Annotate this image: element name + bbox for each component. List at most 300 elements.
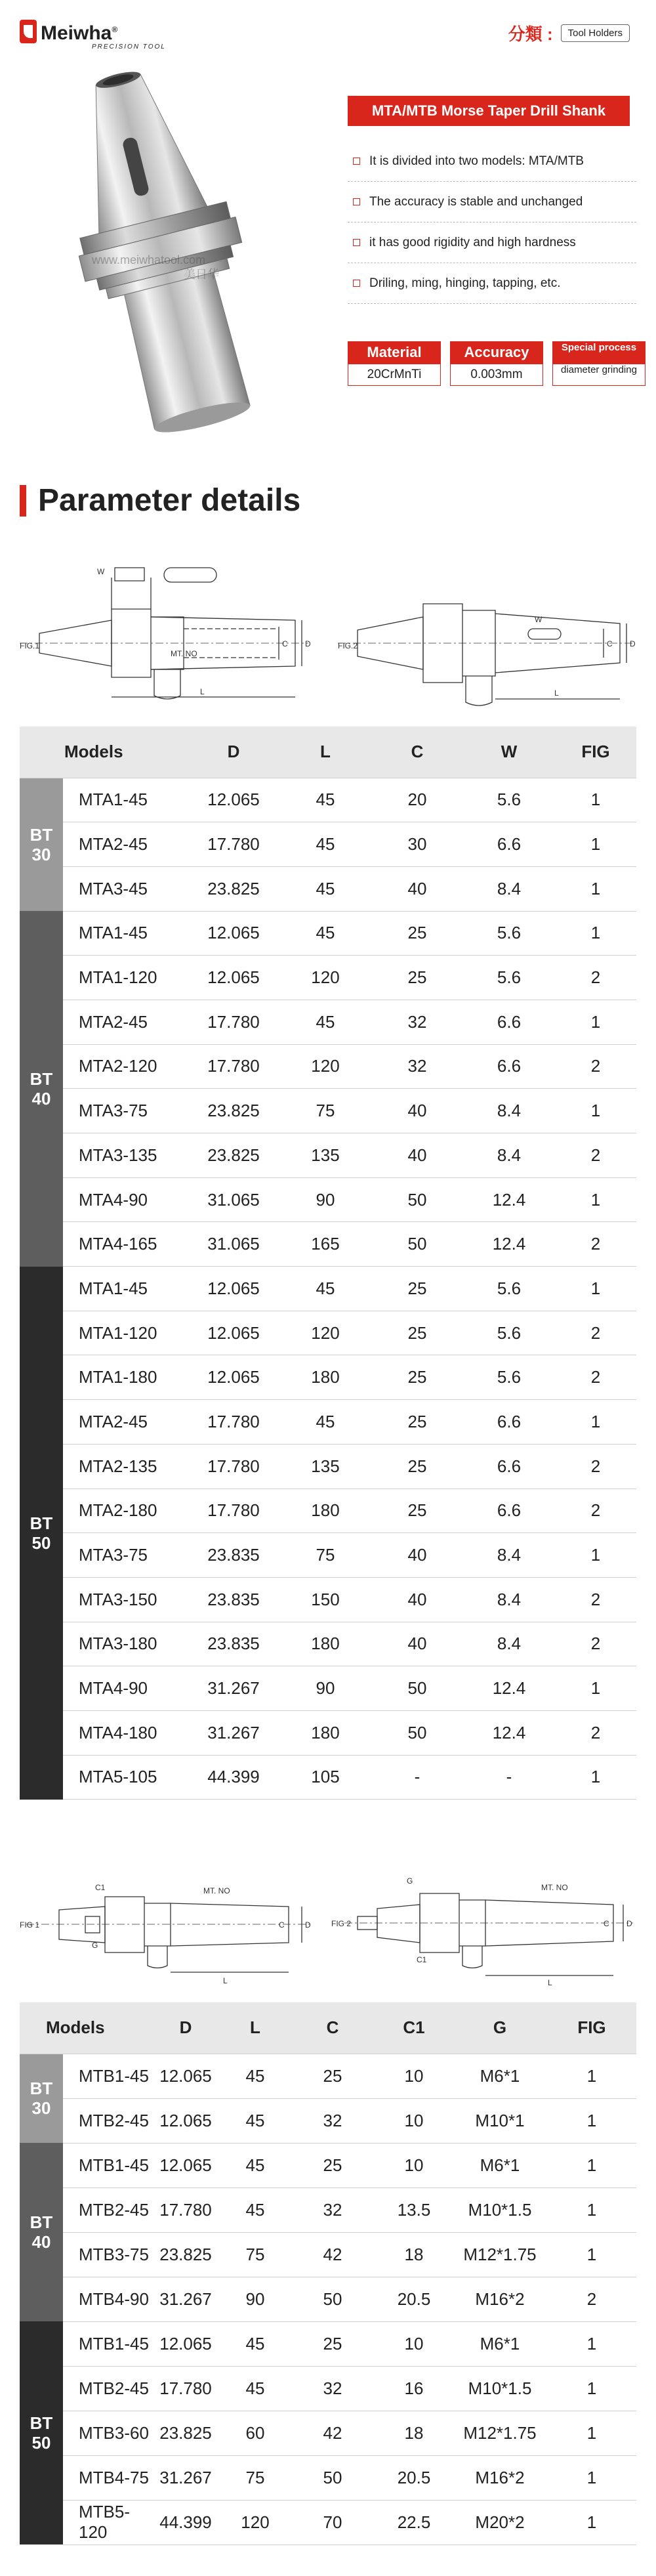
value-cell: M6*1 — [453, 2143, 547, 2187]
value-cell: 25 — [371, 1267, 463, 1311]
value-cell: 2 — [555, 1133, 636, 1178]
value-cell: 17.780 — [188, 1400, 279, 1445]
model-cell: MTA1-45 — [63, 778, 188, 822]
value-cell: 25 — [290, 2143, 375, 2187]
value-cell: 2 — [555, 1222, 636, 1267]
value-cell: 135 — [279, 1444, 371, 1489]
product-title: MTA/MTB Morse Taper Drill Shank — [348, 96, 630, 126]
value-cell: 25 — [371, 911, 463, 956]
mtb-parameter-table — [20, 2002, 636, 2545]
svg-text:G: G — [407, 1876, 413, 1886]
model-cell: MTA1-180 — [63, 1355, 188, 1400]
value-cell: 50 — [290, 2277, 375, 2321]
section-title: Parameter details — [38, 483, 301, 518]
value-cell: M16*2 — [453, 2455, 547, 2500]
svg-text:D: D — [305, 1920, 311, 1930]
model-cell: MTA5-105 — [63, 1755, 188, 1800]
value-cell: 10 — [375, 2321, 453, 2366]
table-row — [20, 1622, 636, 1666]
value-cell: 45 — [279, 1000, 371, 1044]
table-row — [20, 2143, 636, 2187]
table-row — [20, 1311, 636, 1355]
model-cell: MTA3-180 — [63, 1622, 188, 1666]
svg-text:C: C — [279, 1920, 285, 1930]
value-cell: 8.4 — [463, 1133, 555, 1178]
value-cell: 10 — [375, 2054, 453, 2098]
value-cell: 1 — [555, 1755, 636, 1800]
value-cell: 2 — [555, 1489, 636, 1533]
value-cell: 31.267 — [188, 1710, 279, 1755]
model-cell: MTA1-45 — [63, 911, 188, 956]
value-cell: 12.065 — [188, 911, 279, 956]
spec-badges — [348, 341, 646, 386]
value-cell: 12.4 — [463, 1710, 555, 1755]
value-cell: 1 — [547, 2366, 636, 2411]
value-cell: 45 — [279, 1267, 371, 1311]
value-cell: 32 — [290, 2366, 375, 2411]
model-cell: MTA4-180 — [63, 1710, 188, 1755]
table-row — [20, 2054, 636, 2098]
watermark-url: www.meiwhatool.com — [92, 253, 206, 266]
table-row — [20, 1044, 636, 1089]
model-cell: MTB3-75 — [63, 2232, 151, 2277]
table-header-row: Models D L C W FIG — [20, 727, 636, 778]
spec-material: Material 20CrMnTi — [348, 341, 441, 386]
section-header — [20, 482, 300, 518]
value-cell: 1 — [547, 2143, 636, 2187]
value-cell: 8.4 — [463, 1622, 555, 1666]
value-cell: 1 — [555, 778, 636, 822]
value-cell: 1 — [555, 1177, 636, 1222]
table-row — [20, 2321, 636, 2366]
value-cell: 1 — [547, 2455, 636, 2500]
value-cell: 23.825 — [151, 2232, 220, 2277]
table-row — [20, 1222, 636, 1267]
checkbox-icon — [353, 198, 360, 205]
table-row — [20, 1089, 636, 1133]
value-cell: 1 — [555, 822, 636, 867]
value-cell: 44.399 — [151, 2500, 220, 2544]
value-cell: 5.6 — [463, 956, 555, 1000]
value-cell: 2 — [555, 1044, 636, 1089]
spec-process: Special process diameter grinding — [552, 341, 646, 386]
value-cell: 1 — [555, 1533, 636, 1578]
model-cell: MTA2-135 — [63, 1444, 188, 1489]
value-cell: 1 — [555, 866, 636, 911]
value-cell: M20*2 — [453, 2500, 547, 2544]
value-cell: 6.6 — [463, 1000, 555, 1044]
svg-text:MT. NO: MT. NO — [541, 1883, 568, 1892]
value-cell: 25 — [290, 2321, 375, 2366]
value-cell: 23.835 — [188, 1622, 279, 1666]
value-cell: 5.6 — [463, 1355, 555, 1400]
value-cell: 12.065 — [188, 778, 279, 822]
model-cell: MTA2-180 — [63, 1489, 188, 1533]
value-cell: 12.065 — [188, 956, 279, 1000]
value-cell: 45 — [220, 2054, 290, 2098]
value-cell: 40 — [371, 1533, 463, 1578]
checkbox-icon — [353, 239, 360, 246]
value-cell: 17.780 — [188, 1444, 279, 1489]
group-label: BT 30 — [20, 778, 63, 911]
value-cell: 12.065 — [151, 2054, 220, 2098]
value-cell: 180 — [279, 1355, 371, 1400]
model-cell: MTB4-90 — [63, 2277, 151, 2321]
value-cell: 20.5 — [375, 2455, 453, 2500]
feature-item: Driling, ming, hinging, tapping, etc. — [348, 263, 636, 304]
table-row — [20, 2500, 636, 2544]
section-accent-bar — [20, 485, 26, 517]
value-cell: 32 — [290, 2098, 375, 2143]
svg-text:W: W — [97, 567, 105, 576]
model-cell: MTA3-75 — [63, 1533, 188, 1578]
value-cell: 180 — [279, 1622, 371, 1666]
value-cell: 10 — [375, 2098, 453, 2143]
value-cell: 31.267 — [188, 1666, 279, 1711]
value-cell: M10*1 — [453, 2098, 547, 2143]
value-cell: 44.399 — [188, 1755, 279, 1800]
value-cell: 23.825 — [151, 2411, 220, 2455]
value-cell: 17.780 — [151, 2187, 220, 2232]
value-cell: M6*1 — [453, 2321, 547, 2366]
value-cell: 25 — [371, 1489, 463, 1533]
value-cell: 2 — [555, 956, 636, 1000]
table-row — [20, 2455, 636, 2500]
value-cell: M16*2 — [453, 2277, 547, 2321]
feature-item: It is divided into two models: MTA/MTB — [348, 141, 636, 182]
value-cell: 1 — [547, 2232, 636, 2277]
value-cell: 22.5 — [375, 2500, 453, 2544]
value-cell: 23.835 — [188, 1577, 279, 1622]
value-cell: 50 — [371, 1710, 463, 1755]
value-cell: - — [463, 1755, 555, 1800]
value-cell: 32 — [290, 2187, 375, 2232]
value-cell: 45 — [279, 778, 371, 822]
table-row — [20, 1400, 636, 1445]
value-cell: 16 — [375, 2366, 453, 2411]
mtb-fig1-diagram — [13, 1857, 321, 1989]
value-cell: 1 — [547, 2500, 636, 2544]
table-row — [20, 1666, 636, 1711]
model-cell: MTA3-135 — [63, 1133, 188, 1178]
value-cell: 20.5 — [375, 2277, 453, 2321]
value-cell: 42 — [290, 2232, 375, 2277]
model-cell: MTA3-45 — [63, 866, 188, 911]
value-cell: 1 — [547, 2098, 636, 2143]
mtb-fig1-label: FIG 1 — [20, 1920, 40, 1930]
value-cell: 90 — [279, 1666, 371, 1711]
table-row — [20, 1000, 636, 1044]
value-cell: 40 — [371, 1622, 463, 1666]
table-row — [20, 1444, 636, 1489]
value-cell: 180 — [279, 1710, 371, 1755]
value-cell: 120 — [279, 1311, 371, 1355]
table-row — [20, 1710, 636, 1755]
value-cell: 10 — [375, 2143, 453, 2187]
value-cell: 50 — [371, 1666, 463, 1711]
value-cell: M10*1.5 — [453, 2366, 547, 2411]
table-row — [20, 1267, 636, 1311]
model-cell: MTA4-90 — [63, 1177, 188, 1222]
value-cell: 17.780 — [188, 1044, 279, 1089]
value-cell: 25 — [371, 956, 463, 1000]
value-cell: 1 — [555, 1267, 636, 1311]
value-cell: 31.267 — [151, 2277, 220, 2321]
table-row — [20, 1355, 636, 1400]
value-cell: 1 — [547, 2321, 636, 2366]
value-cell: 6.6 — [463, 1489, 555, 1533]
value-cell: 45 — [220, 2187, 290, 2232]
mta-fig2-diagram — [331, 551, 640, 709]
svg-text:C: C — [604, 1919, 609, 1928]
value-cell: 5.6 — [463, 1311, 555, 1355]
svg-text:D: D — [626, 1919, 632, 1928]
value-cell: 12.065 — [188, 1267, 279, 1311]
category-label: 分類 : — [508, 24, 553, 44]
table-row — [20, 911, 636, 956]
model-cell: MTA2-120 — [63, 1044, 188, 1089]
value-cell: 2 — [555, 1622, 636, 1666]
value-cell: 45 — [279, 911, 371, 956]
value-cell: 2 — [555, 1444, 636, 1489]
group-label: BT 40 — [20, 911, 63, 1267]
table-row — [20, 2411, 636, 2455]
value-cell: 32 — [371, 1044, 463, 1089]
table-row — [20, 1489, 636, 1533]
table-row — [20, 2277, 636, 2321]
value-cell: 20 — [371, 778, 463, 822]
group-label: BT 30 — [20, 2054, 63, 2143]
value-cell: 120 — [279, 956, 371, 1000]
svg-text:MT. NO: MT. NO — [203, 1886, 230, 1895]
model-cell: MTB1-45 — [63, 2143, 151, 2187]
value-cell: 45 — [220, 2366, 290, 2411]
mta-parameter-table — [20, 727, 636, 1800]
table-header-row: Models D L C C1 G FIG — [20, 2002, 636, 2054]
table-row — [20, 2366, 636, 2411]
value-cell: 2 — [547, 2277, 636, 2321]
value-cell: 1 — [555, 1000, 636, 1044]
value-cell: 90 — [279, 1177, 371, 1222]
value-cell: 1 — [555, 911, 636, 956]
mta-table-body — [20, 778, 636, 1800]
value-cell: 8.4 — [463, 1533, 555, 1578]
value-cell: M10*1.5 — [453, 2187, 547, 2232]
brand-name: Meiwha — [41, 22, 112, 44]
value-cell: 25 — [371, 1355, 463, 1400]
model-cell: MTB2-45 — [63, 2187, 151, 2232]
svg-text:L: L — [554, 688, 559, 698]
value-cell: 2 — [555, 1355, 636, 1400]
value-cell: 1 — [555, 1089, 636, 1133]
value-cell: 40 — [371, 1089, 463, 1133]
model-cell: MTB1-45 — [63, 2321, 151, 2366]
model-cell: MTA2-45 — [63, 822, 188, 867]
brand-reg: ® — [112, 25, 118, 34]
mtb-fig2-label: FIG 2 — [331, 1919, 352, 1928]
svg-text:L: L — [200, 687, 205, 696]
table-row — [20, 1755, 636, 1800]
model-cell: MTB4-75 — [63, 2455, 151, 2500]
watermark — [92, 253, 219, 282]
value-cell: 23.835 — [188, 1533, 279, 1578]
svg-text:L: L — [223, 1976, 228, 1985]
value-cell: 42 — [290, 2411, 375, 2455]
value-cell: 25 — [371, 1444, 463, 1489]
value-cell: 12.065 — [151, 2143, 220, 2187]
table-row — [20, 1177, 636, 1222]
checkbox-icon — [353, 280, 360, 287]
group-label: BT 40 — [20, 2143, 63, 2321]
table-row — [20, 778, 636, 822]
value-cell: 50 — [290, 2455, 375, 2500]
value-cell: 12.065 — [151, 2321, 220, 2366]
value-cell: M6*1 — [453, 2054, 547, 2098]
feature-list — [348, 141, 636, 304]
value-cell: 50 — [371, 1222, 463, 1267]
category-tag[interactable]: Tool Holders — [561, 24, 630, 42]
checkbox-icon — [353, 158, 360, 165]
value-cell: 45 — [279, 1400, 371, 1445]
value-cell: 31.065 — [188, 1177, 279, 1222]
spec-accuracy: Accuracy 0.003mm — [450, 341, 543, 386]
value-cell: 6.6 — [463, 822, 555, 867]
svg-text:D: D — [630, 639, 636, 648]
svg-text:C: C — [607, 639, 613, 648]
feature-item: it has good rigidity and high hardness — [348, 222, 636, 263]
brand-subtitle: PRECISION TOOL — [92, 43, 166, 51]
value-cell: 60 — [220, 2411, 290, 2455]
value-cell: 150 — [279, 1577, 371, 1622]
table-row — [20, 1533, 636, 1578]
value-cell: 40 — [371, 1577, 463, 1622]
value-cell: 18 — [375, 2411, 453, 2455]
value-cell: 120 — [279, 1044, 371, 1089]
value-cell: M12*1.75 — [453, 2232, 547, 2277]
svg-text:L: L — [548, 1978, 552, 1987]
value-cell: 45 — [220, 2321, 290, 2366]
value-cell: 45 — [279, 822, 371, 867]
value-cell: 5.6 — [463, 778, 555, 822]
value-cell: 70 — [290, 2500, 375, 2544]
model-cell: MTA4-90 — [63, 1666, 188, 1711]
value-cell: 120 — [220, 2500, 290, 2544]
value-cell: 25 — [371, 1400, 463, 1445]
value-cell: 12.065 — [188, 1355, 279, 1400]
value-cell: - — [371, 1755, 463, 1800]
mtb-fig2-diagram — [331, 1851, 640, 1989]
model-cell: MTA2-45 — [63, 1000, 188, 1044]
value-cell: 31.267 — [151, 2455, 220, 2500]
value-cell: 17.780 — [188, 1489, 279, 1533]
group-label: BT 50 — [20, 1267, 63, 1800]
value-cell: 25 — [371, 1311, 463, 1355]
value-cell: 2 — [555, 1577, 636, 1622]
svg-text:MT. NO: MT. NO — [171, 649, 197, 658]
value-cell: 75 — [279, 1089, 371, 1133]
svg-text:D: D — [305, 639, 311, 648]
value-cell: 90 — [220, 2277, 290, 2321]
model-cell: MTB3-60 — [63, 2411, 151, 2455]
value-cell: 8.4 — [463, 866, 555, 911]
mta-fig2-label: FIG.2 — [338, 641, 358, 650]
model-cell: MTA1-45 — [63, 1267, 188, 1311]
value-cell: 1 — [547, 2187, 636, 2232]
value-cell: 6.6 — [463, 1044, 555, 1089]
value-cell: 135 — [279, 1133, 371, 1178]
value-cell: 12.4 — [463, 1177, 555, 1222]
mtb-table-body — [20, 2054, 636, 2544]
value-cell: 30 — [371, 822, 463, 867]
model-cell: MTB2-45 — [63, 2366, 151, 2411]
value-cell: 2 — [555, 1311, 636, 1355]
value-cell: 1 — [555, 1666, 636, 1711]
category — [508, 21, 630, 45]
svg-text:W: W — [535, 615, 543, 624]
model-cell: MTA3-75 — [63, 1089, 188, 1133]
value-cell: 5.6 — [463, 1267, 555, 1311]
value-cell: 50 — [371, 1177, 463, 1222]
table-row — [20, 822, 636, 867]
value-cell: 45 — [279, 866, 371, 911]
watermark-cn: 美日华 — [184, 268, 219, 281]
model-cell: MTA3-150 — [63, 1577, 188, 1622]
value-cell: 45 — [220, 2098, 290, 2143]
model-cell: MTA4-165 — [63, 1222, 188, 1267]
model-cell: MTB1-45 — [63, 2054, 151, 2098]
value-cell: 23.825 — [188, 1089, 279, 1133]
value-cell: 32 — [371, 1000, 463, 1044]
model-cell: MTB5-120 — [63, 2500, 151, 2544]
svg-text:C: C — [282, 639, 288, 648]
table-row — [20, 2098, 636, 2143]
value-cell: 17.780 — [188, 1000, 279, 1044]
table-row — [20, 1133, 636, 1178]
value-cell: 25 — [290, 2054, 375, 2098]
value-cell: 31.065 — [188, 1222, 279, 1267]
table-row — [20, 866, 636, 911]
value-cell: 1 — [547, 2411, 636, 2455]
table-row — [20, 1577, 636, 1622]
mta-fig1-diagram — [13, 551, 321, 709]
value-cell: 5.6 — [463, 911, 555, 956]
svg-text:G: G — [92, 1941, 98, 1950]
value-cell: 12.065 — [151, 2098, 220, 2143]
product-image — [20, 53, 335, 446]
model-cell: MTA1-120 — [63, 1311, 188, 1355]
value-cell: 75 — [220, 2232, 290, 2277]
value-cell: 75 — [220, 2455, 290, 2500]
mta-fig1-label: FIG.1 — [20, 641, 40, 650]
value-cell: 105 — [279, 1755, 371, 1800]
value-cell: 180 — [279, 1489, 371, 1533]
value-cell: 1 — [555, 1400, 636, 1445]
value-cell: 12.4 — [463, 1222, 555, 1267]
table-row — [20, 956, 636, 1000]
value-cell: 17.780 — [188, 822, 279, 867]
value-cell: 18 — [375, 2232, 453, 2277]
value-cell: 12.065 — [188, 1311, 279, 1355]
model-cell: MTB2-45 — [63, 2098, 151, 2143]
brand-logo — [20, 20, 166, 51]
group-label: BT 50 — [20, 2321, 63, 2544]
value-cell: 8.4 — [463, 1089, 555, 1133]
svg-text:C1: C1 — [417, 1955, 427, 1964]
table-row — [20, 2187, 636, 2232]
value-cell: 40 — [371, 866, 463, 911]
value-cell: M12*1.75 — [453, 2411, 547, 2455]
value-cell: 17.780 — [151, 2366, 220, 2411]
